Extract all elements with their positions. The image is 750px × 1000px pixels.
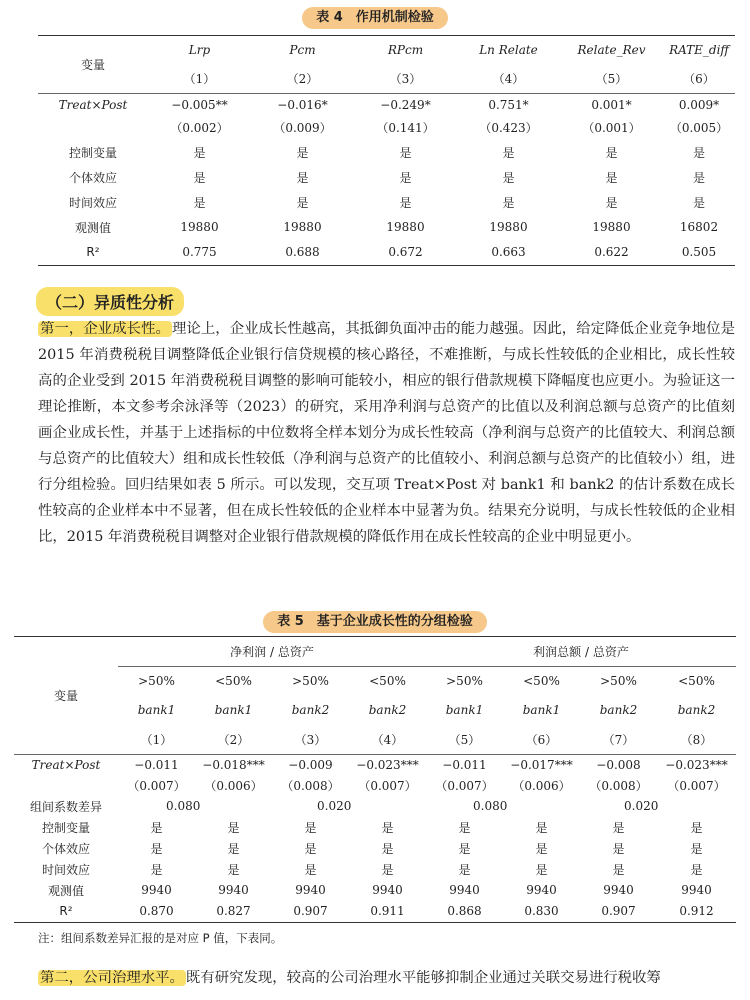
table5-diff: 0.080 (166, 799, 201, 813)
table4-coef: 0.001* (591, 97, 632, 112)
table4-cell: 是 (692, 170, 705, 185)
table5-cell: 9940 (449, 883, 480, 897)
table4-cell: 19880 (386, 220, 425, 234)
table5-col-num: （8） (680, 732, 713, 747)
table5-cell: 是 (535, 820, 548, 835)
section-heading: （二）异质性分析 (36, 287, 184, 316)
table5-cell: 是 (690, 862, 703, 877)
table4-col-header: Relate_Rev (577, 42, 646, 57)
table4-col-num: （3） (389, 71, 422, 86)
table5-col-num: （1） (140, 732, 173, 747)
table4-cell: 19880 (489, 220, 528, 234)
table4-cell: 是 (399, 195, 412, 210)
table4-cell: 0.622 (594, 245, 629, 260)
table5-cell: 是 (150, 820, 163, 835)
table5-threshold: <50% (215, 673, 252, 688)
table4-cell: 0.663 (491, 245, 526, 260)
table4-coef: −0.016* (277, 97, 328, 112)
table5-cell: 是 (690, 820, 703, 835)
table5-cell: 是 (458, 820, 471, 835)
table5-cell: 是 (612, 820, 625, 835)
table4-cell: 0.775 (182, 245, 217, 260)
table5-cell: 0.911 (370, 904, 405, 919)
table5-threshold: <50% (678, 673, 715, 688)
table4-cell: 是 (692, 195, 705, 210)
table4-treat-label: Treat×Post (58, 97, 128, 112)
table5-depvar: bank2 (291, 702, 330, 717)
table5-group-header: 净利润 / 总资产 (118, 637, 426, 667)
table5-depvar: bank1 (214, 702, 253, 717)
table4-col-num: （1） (183, 71, 216, 86)
table4-cell: 0.688 (285, 245, 320, 260)
table4-cell: 是 (193, 170, 206, 185)
table4-cell: 是 (692, 145, 705, 160)
table5-treat-label: Treat×Post (31, 757, 101, 772)
table5-cell: 9940 (141, 883, 172, 897)
table4-se: （0.141） (376, 121, 435, 135)
table4-coef: 0.009* (678, 97, 720, 112)
table4-row-label: 时间效应 (68, 195, 117, 210)
table4-cell: 19880 (592, 220, 631, 234)
table4-cell: 是 (605, 145, 618, 160)
table4-coef: −0.249* (380, 97, 431, 112)
table5-threshold: >50% (600, 673, 637, 688)
table5-row-label: 观测值 (47, 883, 84, 898)
table5-note: 注：组间系数差异汇报的是对应 P 值，下表同。 (38, 931, 283, 945)
table5-cell: 9940 (295, 883, 326, 897)
table5-cell: 是 (227, 862, 240, 877)
table4-row-label: R² (86, 245, 100, 260)
table5-cell: 0.827 (216, 904, 251, 919)
table4-cell: 是 (193, 195, 206, 210)
table5-se: （0.007） (667, 778, 726, 793)
table4-se: （0.001） (582, 121, 641, 135)
table5-cell: 是 (304, 820, 317, 835)
table4-col-num: （5） (595, 71, 628, 86)
table5-row-label: R² (59, 904, 73, 919)
paragraph-lead-growth: 第一，企业成长性。 (40, 321, 170, 337)
table5-caption: 表 5 基于企业成长性的分组检验 (263, 611, 487, 633)
table5-group-header: 利润总额 / 总资产 (426, 637, 736, 667)
table4-col-num: （6） (683, 71, 715, 86)
table4-cell: 是 (502, 170, 515, 185)
table5 (14, 636, 736, 923)
table5-cell: 是 (458, 862, 471, 877)
table5-cell: 是 (612, 841, 625, 856)
table5-cell: 是 (150, 862, 163, 877)
table5-cell: 0.830 (524, 904, 559, 919)
table5-coef: −0.017*** (510, 757, 573, 772)
table4-row-label: 控制变量 (68, 145, 117, 160)
table4-caption-wrap (0, 6, 750, 29)
table5-coef: −0.018*** (202, 757, 265, 772)
table5-cell: 是 (381, 862, 394, 877)
table5-depvar: bank1 (445, 702, 484, 717)
table4-se: （0.005） (669, 121, 729, 135)
table4-col-header: Pcm (289, 42, 316, 57)
table4-cell: 是 (296, 145, 309, 160)
table4-col-header: RATE_diff (669, 42, 729, 57)
table4-caption: 表 4 作用机制检验 (302, 7, 448, 29)
table5-coef: −0.011 (134, 757, 179, 772)
table5-coef: −0.011 (442, 757, 487, 772)
table5-col-num: （4） (371, 732, 404, 747)
table5-cell: 9940 (603, 883, 634, 897)
table5-row-label: 控制变量 (41, 820, 90, 835)
table5-se: （0.008） (281, 778, 340, 793)
table5-col-num: （2） (217, 732, 250, 747)
table5-se: （0.008） (589, 778, 648, 793)
paragraph-body-governance: 既有研究发现，较高的公司治理水平能够抑制企业通过关联交易进行税收筹 (185, 970, 661, 986)
table5-cell: 是 (458, 841, 471, 856)
table4-coef: −0.005** (171, 97, 228, 112)
table5-cell: 9940 (681, 883, 712, 897)
paragraph-body-growth: 理论上，企业成长性越高，其抵御负面冲击的能力越强。因此，给定降低企业竞争地位是 2015 年消费税税目调整降低企业银行信贷规模的核心路径，不难推断，与成长性较低的企业相比，成长性较高的企业受到 2015 年消费税税目调整的影响可能较小，相应的银行借款规模下降幅度也应更小。为验证这一理论推断，本文参考余泳泽等（2023）的研究，采用净利润与总资产的比值以及利润总额与总资产的比值刻画企业成长性，并基于上述指标的中位数将全样本划分为成长性较高（净利润与总资产的比值较大、利润总额与总资产的比值较大）组和成长性较低（净利润与总资产的比值较小、利润总额与总资产的比值较小）组，进行分组检验。回归结果如表 5 所示。可以发现，交互项 Treat×Post 对 bank1 和 bank2 的估计系数在成长性较高的企业样本中不显著，但在成长性较低的企业样本中显著为负。结果充分说明，与成长性较低的企业相比，2015 年消费税税目调整对企业银行借款规模的降低作用在成长性较高的企业中明显更小。 (38, 321, 735, 545)
table5-cell: 是 (304, 862, 317, 877)
table5-cell: 9940 (526, 883, 557, 897)
table5-depvar: bank2 (599, 702, 638, 717)
table5-se: （0.007） (435, 778, 494, 793)
table5-se: （0.007） (127, 778, 186, 793)
table5-cell: 0.907 (601, 904, 636, 919)
table5-cell: 是 (381, 820, 394, 835)
table5-cell: 是 (150, 841, 163, 856)
table5-threshold: <50% (369, 673, 406, 688)
table4-var-label: 变量 (38, 36, 148, 94)
table5-caption-wrap (0, 610, 750, 633)
table5-coef: −0.023*** (665, 757, 728, 772)
table4-cell: 是 (193, 145, 206, 160)
table5-threshold: >50% (446, 673, 483, 688)
table5-threshold: <50% (523, 673, 560, 688)
paragraph-growth (38, 316, 735, 550)
table5-threshold: >50% (138, 673, 175, 688)
table5-se: （0.006） (512, 778, 571, 793)
table5-coef: −0.008 (596, 757, 641, 772)
table5-coef: −0.009 (288, 757, 333, 772)
table5-cell: 是 (535, 862, 548, 877)
table5-cell: 0.907 (293, 904, 328, 919)
table4-se: （0.002） (170, 121, 229, 135)
table5-row-label: 个体效应 (41, 841, 90, 856)
table4-cell: 19880 (180, 220, 219, 234)
table5-cell: 是 (227, 841, 240, 856)
table4-col-num: （2） (286, 71, 319, 86)
table5-col-num: （6） (525, 732, 558, 747)
table5-cell: 是 (304, 841, 317, 856)
table4-cell: 19880 (283, 220, 322, 234)
table5-col-num: （5） (448, 732, 481, 747)
table5-cell: 是 (381, 841, 394, 856)
table4-cell: 0.505 (681, 245, 717, 260)
table5-row-label: 时间效应 (41, 862, 90, 877)
table4-se: （0.009） (273, 121, 332, 135)
table5-threshold: >50% (292, 673, 329, 688)
table5-var-label: 变量 (14, 637, 118, 755)
table4-cell: 是 (296, 195, 309, 210)
paragraph-governance (38, 965, 735, 991)
table4-cell: 是 (502, 145, 515, 160)
table4-col-num: （4） (492, 71, 525, 86)
table4-se: （0.423） (479, 121, 538, 135)
table5-cell: 是 (227, 820, 240, 835)
table5-depvar: bank2 (368, 702, 407, 717)
table5-cell: 0.868 (447, 904, 482, 919)
table5-diff: 0.020 (624, 799, 659, 813)
table4-col-header: Lrp (188, 42, 211, 57)
table5-col-num: （3） (294, 732, 327, 747)
table5-cell: 9940 (218, 883, 249, 897)
table4-row-label: 个体效应 (68, 170, 117, 185)
table4 (38, 35, 735, 266)
table5-col-num: （7） (602, 732, 635, 747)
table4-col-header: Ln Relate (479, 42, 538, 57)
paragraph-lead-governance: 第二，公司治理水平。 (40, 970, 184, 986)
table4-col-header: RPcm (387, 42, 424, 57)
table4-cell: 是 (399, 145, 412, 160)
table5-diff-label: 组间系数差异 (29, 799, 102, 814)
table5-depvar: bank1 (137, 702, 176, 717)
table4-cell: 是 (502, 195, 515, 210)
table5-depvar: bank1 (522, 702, 561, 717)
table5-cell: 是 (690, 841, 703, 856)
table4-cell: 是 (296, 170, 309, 185)
table5-depvar: bank2 (677, 702, 716, 717)
table5-diff: 0.020 (317, 799, 352, 813)
table5-diff: 0.080 (473, 799, 508, 813)
table5-se: （0.007） (358, 778, 417, 793)
table5-cell: 9940 (372, 883, 403, 897)
table5-cell: 是 (535, 841, 548, 856)
table4-row-label: 观测值 (74, 220, 111, 235)
table5-cell: 0.912 (679, 904, 714, 919)
table5-cell: 0.870 (139, 904, 174, 919)
table5-cell: 是 (612, 862, 625, 877)
table4-cell: 是 (605, 170, 618, 185)
table4-cell: 是 (605, 195, 618, 210)
table5-coef: −0.023*** (356, 757, 419, 772)
table4-cell: 16802 (679, 220, 719, 234)
table4-cell: 0.672 (388, 245, 423, 260)
table4-cell: 是 (399, 170, 412, 185)
table5-se: （0.006） (204, 778, 263, 793)
table4-coef: 0.751* (488, 97, 529, 112)
